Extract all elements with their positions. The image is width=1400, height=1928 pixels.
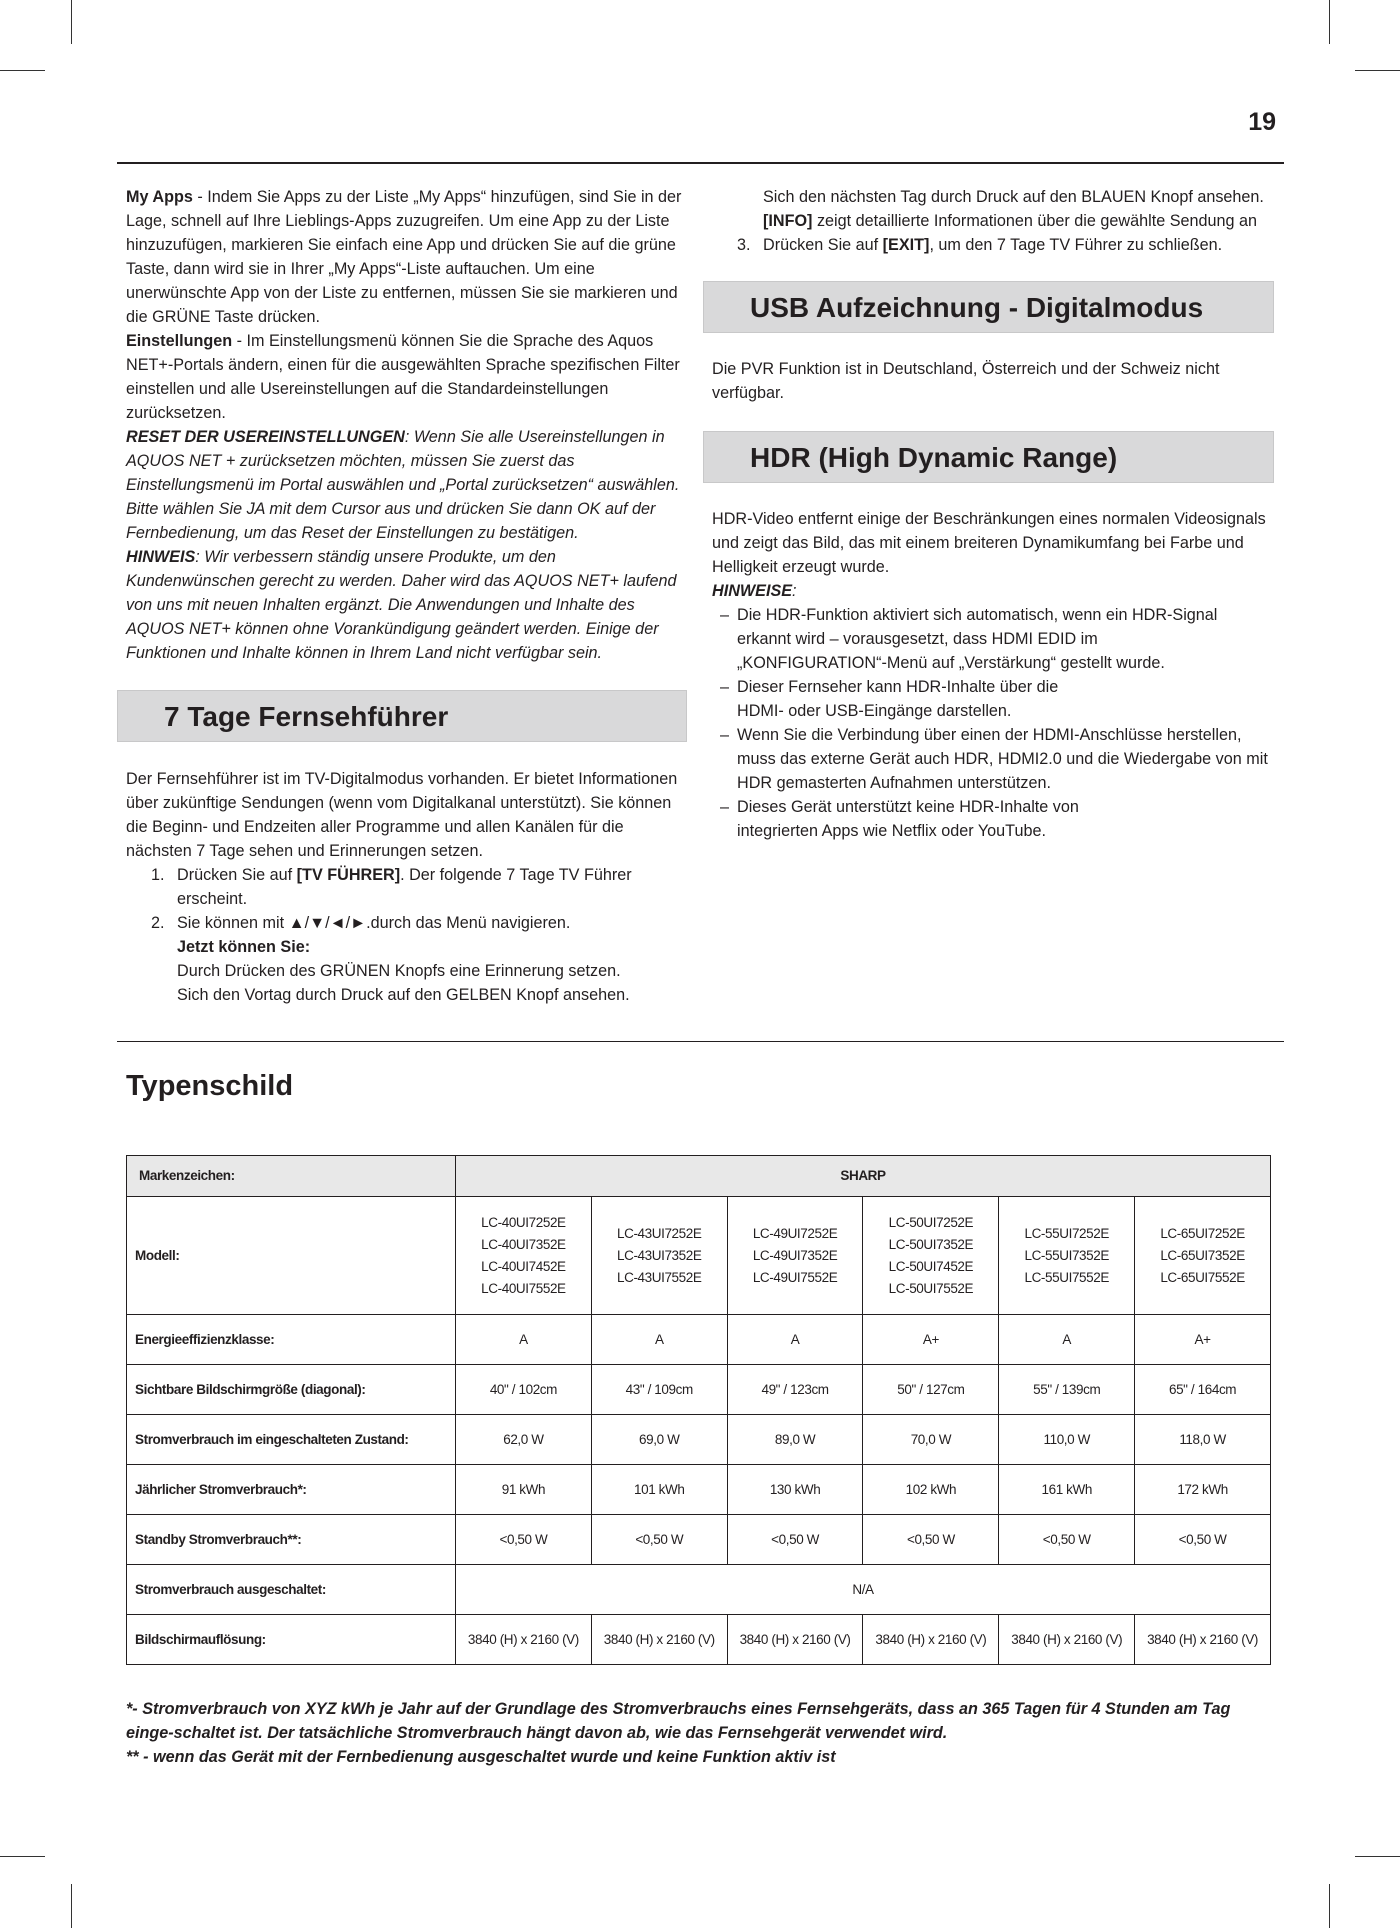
table-cell: 3840 (H) x 2160 (V) [1135, 1615, 1271, 1665]
model-name: LC-50UI7352E [888, 1236, 974, 1252]
model-name: LC-50UI7452E [888, 1258, 974, 1274]
table-cell: 91 kWh [456, 1465, 592, 1515]
model-name: LC-50UI7552E [888, 1280, 974, 1296]
usb-heading-bar [703, 281, 1274, 333]
right-continuation [712, 185, 1282, 257]
model-cell [727, 1197, 863, 1315]
step1-text-a: Drücken Sie auf [177, 866, 297, 884]
spec-table [126, 1155, 1271, 1665]
row-label: Standby Stromverbrauch**: [127, 1515, 456, 1565]
footnote-2: ** - wenn das Gerät mit der Fernbedienung ausgeschaltet wurde und keine Funktion aktiv ist [126, 1748, 836, 1766]
model-cell [591, 1197, 727, 1315]
brand-row [127, 1156, 1271, 1197]
table-cell: 69,0 W [591, 1415, 727, 1465]
info-line [712, 209, 1282, 233]
model-name: LC-65UI7552E [1160, 1269, 1245, 1285]
annual-power-row [127, 1465, 1271, 1515]
table-cell: 50" / 127cm [863, 1365, 999, 1415]
crop-mark [0, 1856, 45, 1857]
row-label: Energieeffizienzklasse: [127, 1315, 456, 1365]
crop-mark [71, 0, 72, 44]
reset-title: RESET DER USEREINSTELLUNGEN [126, 428, 405, 446]
my-apps-paragraph [126, 185, 686, 329]
table-cell: A [727, 1315, 863, 1365]
table-cell: 3840 (H) x 2160 (V) [863, 1615, 999, 1665]
table-cell: 130 kWh [727, 1465, 863, 1515]
hdr-text: HDR-Video entfernt einige der Beschränkungen eines normalen Videosignals und zeigt das Bild, das mit einem breiteren Dynamikumfang bei Farbe und Helligkeit erzeugt wurde. [712, 510, 1266, 576]
model-name: LC-43UI7552E [616, 1269, 702, 1285]
row-label: Jährlicher Stromverbrauch*: [127, 1465, 456, 1515]
table-cell: 3840 (H) x 2160 (V) [727, 1615, 863, 1665]
table-cell: 3840 (H) x 2160 (V) [591, 1615, 727, 1665]
left-column [126, 185, 686, 665]
hdr-heading: HDR (High Dynamic Range) [750, 442, 1118, 473]
hdr-heading-bar [703, 431, 1274, 483]
hdr-note: – Die HDR-Funktion aktiviert sich automatisch, wenn ein HDR-Signal erkannt wird – vorausgesetzt, dass HDMI EDID im „KONFIGURATION“-Menü auf „Verstärkung“ gestellt wurde. [712, 603, 1277, 675]
model-name: LC-55UI7352E [1024, 1247, 1109, 1263]
table-cell: 89,0 W [727, 1415, 863, 1465]
table-cell: <0,50 W [1135, 1515, 1271, 1565]
model-label: Modell: [127, 1197, 456, 1315]
standby-power-row [127, 1515, 1271, 1565]
hinweise-colon: : [792, 582, 797, 600]
hdr-notes [712, 603, 1277, 843]
step-number: 1. [151, 866, 165, 884]
table-cell: 40" / 102cm [456, 1365, 592, 1415]
row-label: Bildschirmauflösung: [127, 1615, 456, 1665]
footnote-1: *- Stromverbrauch von XYZ kWh je Jahr auf der Grundlage des Stromverbrauchs eines Fernsehgeräts, dass an 365 Tagen für 4 Stunden am Tag einge-schaltet ist. Der tatsächliche Stromverbrauch hängt davon ab, wie das Fernsehgerät verwendet wird. [126, 1700, 1231, 1742]
table-cell: 62,0 W [456, 1415, 592, 1465]
resolution-row [127, 1615, 1271, 1665]
table-cell: <0,50 W [727, 1515, 863, 1565]
table-cell: 3840 (H) x 2160 (V) [999, 1615, 1135, 1665]
model-name: LC-40UI7452E [481, 1258, 566, 1274]
table-cell: <0,50 W [591, 1515, 727, 1565]
settings-text: - Im Einstellungsmenü können Sie die Sprache des Aquos NET+-Portals ändern, einen für die ausgewählten Sprache spezifischen Filter einstellen und alle Usereinstellungen auf die Standardeinstellungen zurücksetzen. [126, 332, 680, 422]
info-text: zeigt detaillierte Informationen über die gewählte Sendung an [812, 212, 1258, 230]
table-cell: 43" / 109cm [591, 1365, 727, 1415]
on-power-row [127, 1415, 1271, 1465]
model-name: LC-49UI7552E [752, 1269, 838, 1285]
footnotes [126, 1697, 1276, 1769]
hinweis-title: HINWEIS [126, 548, 196, 566]
row-label: Stromverbrauch ausgeschaltet: [127, 1565, 456, 1615]
row-label: Sichtbare Bildschirmgröße (diagonal): [127, 1365, 456, 1415]
model-name: LC-65UI7252E [1160, 1225, 1245, 1241]
model-name: LC-55UI7252E [1024, 1225, 1109, 1241]
model-cell [1135, 1197, 1271, 1315]
table-cell: 102 kWh [863, 1465, 999, 1515]
model-cell [863, 1197, 999, 1315]
guide-heading-bar [117, 690, 687, 742]
model-name: LC-43UI7252E [616, 1225, 702, 1241]
page-number: 19 [1248, 108, 1276, 136]
guide-step-3 [712, 233, 1282, 257]
crop-mark [1329, 1884, 1330, 1928]
step3-text-a: Drücken Sie auf [763, 236, 883, 254]
table-cell: A+ [1135, 1315, 1271, 1365]
table-cell: 70,0 W [863, 1415, 999, 1465]
row-label: Stromverbrauch im eingeschalteten Zustand: [127, 1415, 456, 1465]
table-cell: N/A [456, 1565, 1271, 1615]
settings-paragraph [126, 329, 686, 425]
hdr-section [712, 507, 1277, 843]
brand-value: SHARP [456, 1156, 1271, 1197]
model-name: LC-49UI7352E [752, 1247, 838, 1263]
hdr-note: – Dieses Gerät unterstützt keine HDR-Inhalte von integrierten Apps wie Netflix oder YouTube. [712, 795, 1277, 843]
table-cell: <0,50 W [456, 1515, 592, 1565]
hinweis-paragraph [126, 545, 686, 665]
table-cell: 172 kWh [1135, 1465, 1271, 1515]
step3-text-b: , um den 7 Tage TV Führer zu schließen. [929, 236, 1223, 254]
my-apps-title: My Apps [126, 188, 193, 206]
tv-guide-key: [TV FÜHRER] [296, 866, 401, 884]
table-cell: 3840 (H) x 2160 (V) [456, 1615, 592, 1665]
hinweis-text: : Wir verbessern ständig unsere Produkte, um den Kundenwünschen gerecht zu werden. Daher wird das AQUOS NET+ laufend von uns mit neuen Inhalten ergänzt. Die Anwendungen und Inhalte des AQUOS NET+ können ohne Vorankündigung geändert werden. Einige der Funktionen und Inhalte können in Ihrem Land nicht verfügbar sein. [126, 548, 677, 662]
table-cell: 110,0 W [999, 1415, 1135, 1465]
table-cell: A [456, 1315, 592, 1365]
section-rule [117, 1041, 1284, 1042]
guide-step-2 [126, 911, 686, 1007]
step-number: 2. [151, 914, 165, 932]
guide-step-1 [126, 863, 686, 911]
model-name: LC-55UI7552E [1024, 1269, 1109, 1285]
table-cell: 118,0 W [1135, 1415, 1271, 1465]
table-cell: 65" / 164cm [1135, 1365, 1271, 1415]
model-name: LC-50UI7252E [888, 1214, 974, 1230]
step2-green: Durch Drücken des GRÜNEN Knopfs eine Erinnerung setzen. [177, 962, 621, 980]
reset-text: : Wenn Sie alle Usereinstellungen in AQUOS NET + zurücksetzen möchten, müssen Sie zuerst das Einstellungsmenü im Portal auswählen und „Portal zurücksetzen“ auswählen. Bitte wählen Sie JA mit dem Cursor aus und drücken Sie dann OK auf der Fernbedienung, um das Reset der Einstellungen zu bestätigen. [126, 428, 680, 542]
screen-size-row [127, 1365, 1271, 1415]
guide-intro: Der Fernsehführer ist im TV-Digitalmodus vorhanden. Er bietet Informationen über zukünftige Sendungen (wenn vom Digitalkanal unterstützt). Sie können die Beginn- und Endzeiten aller Programme und allen Kanälen für die nächsten 7 Tage sehen und Erinnerungen setzen. [126, 770, 678, 860]
table-cell: A [591, 1315, 727, 1365]
hdr-note: – Dieser Fernseher kann HDR-Inhalte über die HDMI- oder USB-Eingänge darstellen. [712, 675, 1277, 723]
step2-text: Sie können mit ▲/▼/◄/►.durch das Menü navigieren. [177, 914, 571, 932]
hinweise-title: HINWEISE [712, 582, 793, 600]
blue-button-line [712, 185, 1282, 209]
guide-heading: 7 Tage Fernsehführer [164, 701, 449, 732]
off-power-row [127, 1565, 1271, 1615]
table-cell: A [999, 1315, 1135, 1365]
usb-section [712, 357, 1272, 405]
exit-key: [EXIT] [882, 236, 930, 254]
blue-button-text: Sich den nächsten Tag durch Druck auf den BLAUEN Knopf ansehen. [763, 188, 1264, 206]
table-cell: A+ [863, 1315, 999, 1365]
step1-text-b: . Der folgende 7 Tage TV Führer erscheint. [177, 866, 632, 908]
crop-mark [1355, 70, 1400, 71]
usb-heading: USB Aufzeichnung - Digitalmodus [750, 292, 1204, 323]
step-number: 3. [737, 236, 751, 254]
model-name: LC-40UI7252E [481, 1214, 566, 1230]
table-cell: <0,50 W [999, 1515, 1135, 1565]
hinweise-line [712, 579, 1277, 603]
table-cell: 55" / 139cm [999, 1365, 1135, 1415]
settings-title: Einstellungen [126, 332, 233, 350]
crop-mark [71, 1884, 72, 1928]
model-name: LC-65UI7352E [1160, 1247, 1245, 1263]
hdr-note: – Wenn Sie die Verbindung über einen der HDMI-Anschlüsse herstellen, muss das externe Gerät auch HDR, HDMI2.0 und die Wiedergabe von mit HDR gemasterten Aufnahmen unterstützen. [712, 723, 1277, 795]
crop-mark [0, 70, 45, 71]
reset-paragraph [126, 425, 686, 545]
brand-label: Markenzeichen: [127, 1156, 456, 1197]
model-cell [456, 1197, 592, 1315]
table-cell: <0,50 W [863, 1515, 999, 1565]
crop-mark [1329, 0, 1330, 44]
step2-yellow: Sich den Vortag durch Druck auf den GELBEN Knopf ansehen. [177, 986, 630, 1004]
table-cell: 161 kWh [999, 1465, 1135, 1515]
crop-mark [1355, 1856, 1400, 1857]
model-name: LC-40UI7352E [481, 1236, 566, 1252]
step2-now: Jetzt können Sie: [177, 938, 311, 956]
model-cell [999, 1197, 1135, 1315]
model-name: LC-49UI7252E [752, 1225, 838, 1241]
usb-text: Die PVR Funktion ist in Deutschland, Österreich und der Schweiz nicht verfügbar. [712, 360, 1220, 402]
guide-steps [126, 863, 686, 1007]
model-row [127, 1197, 1271, 1315]
energy-class-row [127, 1315, 1271, 1365]
typenschild-title: Typenschild [126, 1070, 294, 1102]
info-key: [INFO] [763, 212, 813, 230]
my-apps-text: - Indem Sie Apps zu der Liste „My Apps“ hinzufügen, sind Sie in der Lage, schnell auf Ihre Lieblings-Apps zuzugreifen. Um eine App zu der Liste hinzuzufügen, markieren Sie einfach eine App und drücken Sie auf die grüne Taste, dann wird sie in Ihrer „My Apps“-Liste auftauchen. Um eine unerwünschte App von der Liste zu entfernen, müssen Sie sie markieren und die GRÜNE Taste drücken. [126, 188, 682, 326]
table-cell: 49" / 123cm [727, 1365, 863, 1415]
model-name: LC-40UI7552E [481, 1280, 566, 1296]
top-rule [117, 162, 1284, 164]
guide-section [126, 767, 686, 1007]
table-cell: 101 kWh [591, 1465, 727, 1515]
model-name: LC-43UI7352E [616, 1247, 702, 1263]
guide-steps-continued [712, 233, 1282, 257]
